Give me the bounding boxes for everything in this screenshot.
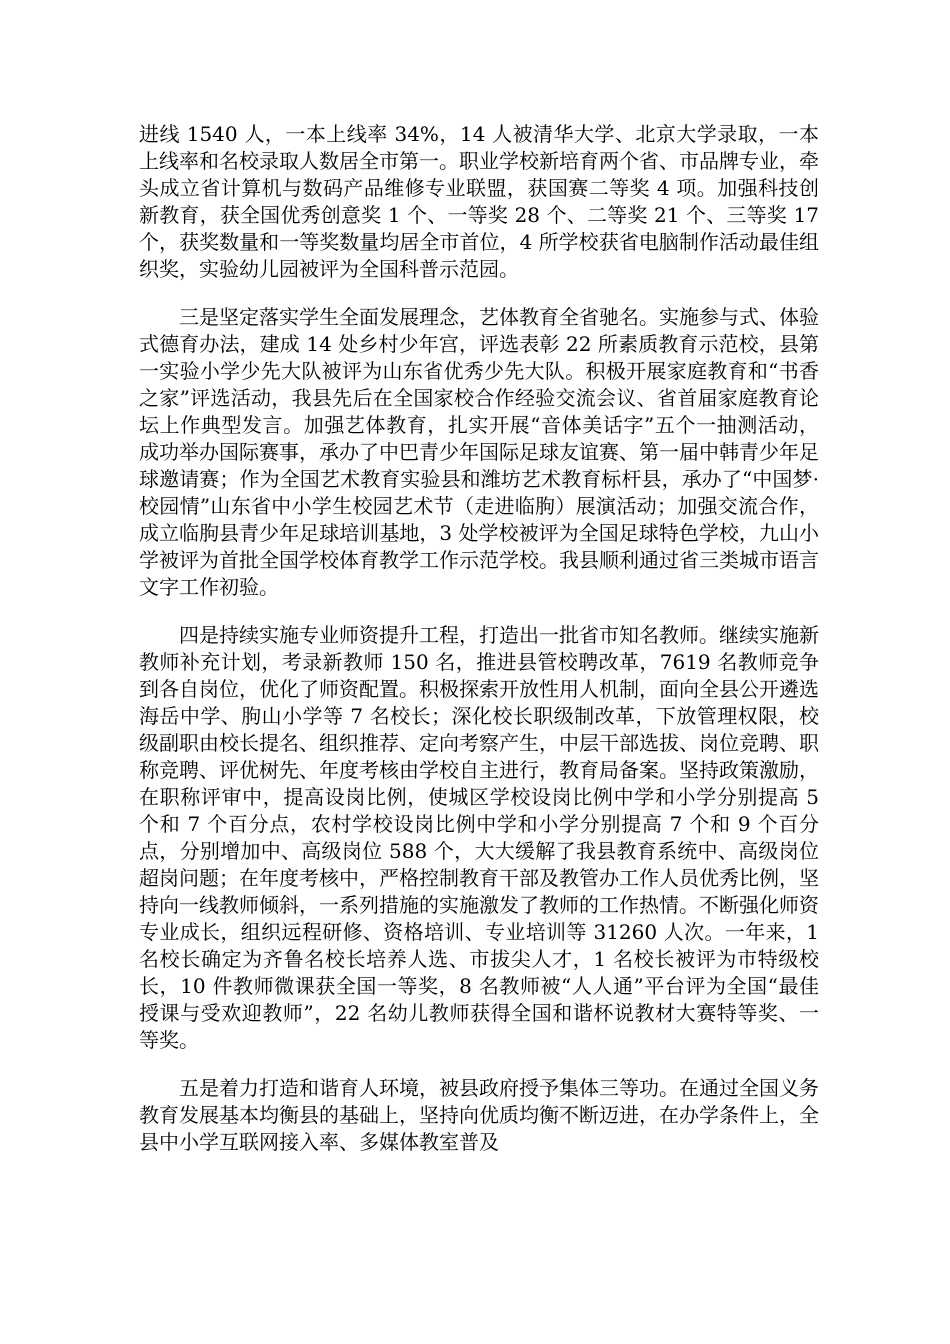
paragraph-2: 三是坚定落实学生全面发展理念，艺体教育全省驰名。实施参与式、体验式德育办法，建成 14 处乡村少年宫，评选表彰 22 所素质教育示范校，县第一实验小学少先大队被评为山东省优秀少先大队。积极开展家庭教育和“书香之家”评选活动，我县先后在全国家校合作经验交流会议、省首届家庭教育论坛上作典型发言。加强艺体教育，扎实开展“音体美话字”五个一抽测活动，成功举办国际赛事，承办了中巴青少年国际足球友谊赛、第一届中韩青少年足球邀请赛；作为全国艺术教育实验县和潍坊艺术教育标杆县，承办了“中国梦·校园情”山东省中小学生校园艺术节（走进临朐）展演活动；加强交流合作，成立临朐县青少年足球培训基地，3 处学校被评为全国足球特色学校，九山小学被评为首批全国学校体育教学工作示范学校。我县顺利通过省三类城市语言文字工作初验。 bbox=[139, 305, 819, 599]
paragraph-4: 五是着力打造和谐育人环境，被县政府授予集体三等功。在通过全国义务教育发展基本均衡县的基础上，坚持向优质均衡不断迈进，在办学条件上，全县中小学互联网接入率、多媒体教室普及 bbox=[139, 1076, 819, 1154]
paragraph-gap bbox=[139, 283, 819, 304]
paragraph-3: 四是持续实施专业师资提升工程，打造出一批省市知名教师。继续实施新教师补充计划，考录新教师 150 名，推进县管校聘改革，7619 名教师竞争到各自岗位，优化了师资配置。积极探索开放性用人机制，面向全县公开遴选海岳中学、朐山小学等 7 名校长；深化校长职级制改革，下放管理权限，校级副职由校长提名、组织推荐、定向考察产生，中层干部选拔、岗位竞聘、职称竞聘、评优树先、年度考核由学校自主进行，教育局备案。坚持政策激励，在职称评审中，提高设岗比例，使城区学校设岗比例中学和小学分别提高 5 个和 7 个百分点，农村学校设岗比例中学和小学分别提高 7 个和 9 个百分点，分别增加中、高级岗位 588 个，大大缓解了我县教育系统中、高级岗位超岗问题；在年度考核中，严格控制教育干部及教管办工作人员优秀比例，坚持向一线教师倾斜，一系列措施的实施激发了教师的工作热情。不断强化师资专业成长，组织远程研修、资格培训、专业培训等 31260 人次。一年来，1 名校长确定为齐鲁名校长培养人选、市拔尖人才，1 名校长被评为市特级校长，10 件教师微课获全国一等奖，8 名教师被“人人通”平台评为全国“最佳授课与受欢迎教师”，22 名幼儿教师获得全国和谐杯说教材大赛特等奖、一等奖。 bbox=[139, 623, 819, 1052]
document-page bbox=[139, 121, 819, 1156]
paragraph-gap bbox=[139, 1054, 819, 1075]
paragraph-gap bbox=[139, 601, 819, 622]
paragraph-1: 进线 1540 人，一本上线率 34%，14 人被清华大学、北京大学录取，一本上线率和名校录取人数居全市第一。职业学校新培育两个省、市品牌专业，牵头成立省计算机与数码产品维修专业联盟，获国赛二等奖 4 项。加强科技创新教育，获全国优秀创意奖 1 个、一等奖 28 个、二等奖 21 个、三等奖 17 个，获奖数量和一等奖数量均居全市首位，4 所学校获省电脑制作活动最佳组织奖，实验幼儿园被评为全国科普示范园。 bbox=[139, 122, 819, 281]
